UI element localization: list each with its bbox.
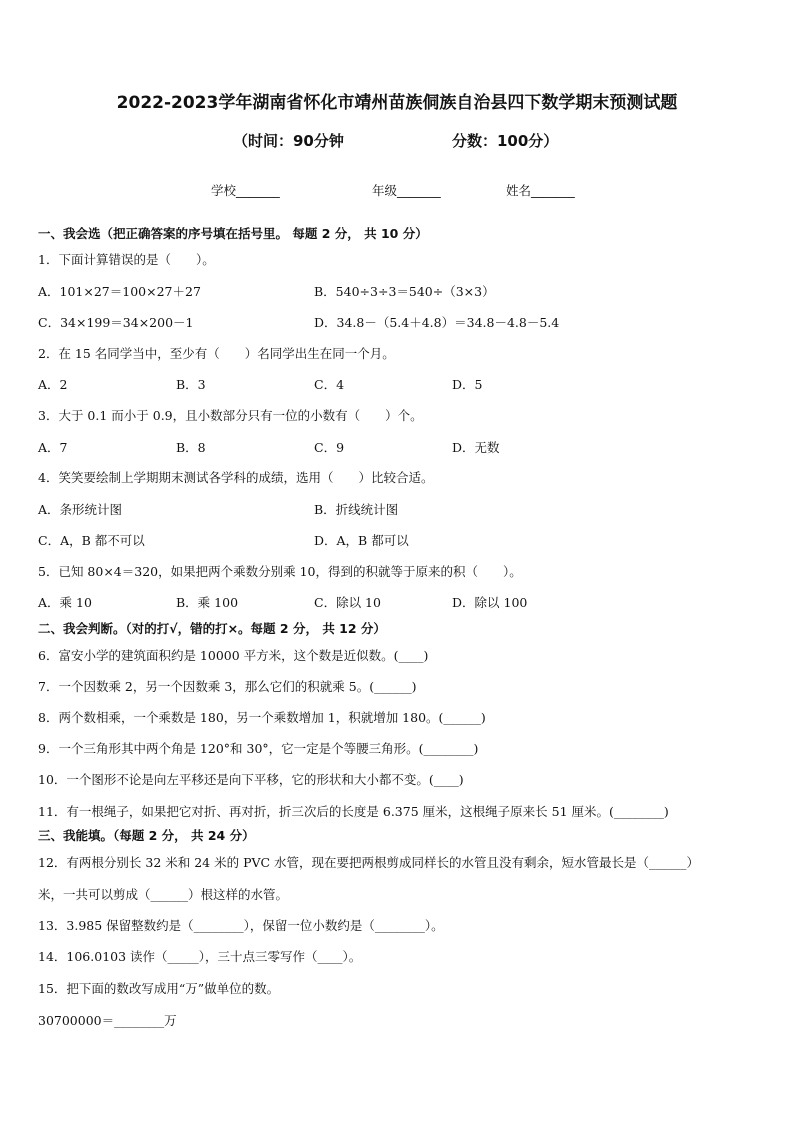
question-2: 2．在 15 名同学当中，至少有（ ）名同学出生在同一个月。 bbox=[38, 346, 395, 361]
section-3-heading: 三、我能填。（每题 2 分， 共 24 分） bbox=[38, 828, 255, 843]
question-15-item: 30700000＝________万 bbox=[38, 1013, 177, 1028]
q4-option-c[interactable]: C．A，B 都不可以 bbox=[38, 533, 145, 548]
question-7: 7．一个因数乘 2，另一个因数乘 3，那么它们的积就乘 5。(______) bbox=[38, 679, 417, 694]
q5-option-a[interactable]: A．乘 10 bbox=[38, 595, 92, 610]
question-14: 14．106.0103 读作（_____），三十点三零写作（____）。 bbox=[38, 949, 362, 964]
question-12-line-1: 12．有两根分别长 32 米和 24 米的 PVC 水管，现在要把两根剪成同样长的水管且没有剩余，短水管最长是（______） bbox=[38, 855, 700, 870]
question-10: 10．一个图形不论是向左平移还是向下平移，它的形状和大小都不变。(____) bbox=[38, 772, 464, 787]
q1-option-a[interactable]: A．101×27＝100×27＋27 bbox=[38, 284, 201, 299]
grade-field[interactable]: 年级_______ bbox=[372, 183, 441, 198]
q1-option-b[interactable]: B．540÷3÷3＝540÷（3×3） bbox=[314, 284, 495, 299]
question-12-line-2: 米，一共可以剪成（______）根这样的水管。 bbox=[38, 887, 289, 902]
q3-option-a[interactable]: A．7 bbox=[38, 440, 68, 455]
q4-option-b[interactable]: B．折线统计图 bbox=[314, 502, 399, 517]
q1-option-d[interactable]: D．34.8－（5.4＋4.8）＝34.8－4.8－5.4 bbox=[314, 315, 560, 330]
page-title: 2022-2023学年湖南省怀化市靖州苗族侗族自治县四下数学期末预测试题 bbox=[116, 93, 678, 113]
question-11: 11．有一根绳子，如果把它对折、再对折，折三次后的长度是 6.375 厘米，这根绳子原来长 51 厘米。(________) bbox=[38, 804, 669, 819]
q5-option-d[interactable]: D．除以 100 bbox=[452, 595, 528, 610]
question-5: 5．已知 80×4＝320，如果把两个乘数分别乘 10，得到的积就等于原来的积（ ）。 bbox=[38, 564, 522, 579]
q3-option-b[interactable]: B．8 bbox=[176, 440, 206, 455]
question-15: 15．把下面的数改写成用“万”做单位的数。 bbox=[38, 981, 280, 996]
question-9: 9．一个三角形其中两个角是 120°和 30°，它一定是个等腰三角形。(________) bbox=[38, 741, 479, 756]
q2-option-a[interactable]: A．2 bbox=[38, 377, 68, 392]
question-8: 8．两个数相乘，一个乘数是 180，另一个乘数增加 1，积就增加 180。(______) bbox=[38, 710, 486, 725]
section-1-heading: 一、我会选（把正确答案的序号填在括号里。 每题 2 分， 共 10 分） bbox=[38, 226, 428, 241]
question-4: 4．笑笑要绘制上学期期末测试各学科的成绩，选用（ ）比较合适。 bbox=[38, 470, 434, 485]
q5-option-b[interactable]: B．乘 100 bbox=[176, 595, 239, 610]
q4-option-d[interactable]: D．A，B 都可以 bbox=[314, 533, 409, 548]
exam-time: （时间：90分钟 bbox=[233, 132, 344, 150]
question-1: 1．下面计算错误的是（ ）。 bbox=[38, 252, 215, 267]
q4-option-a[interactable]: A．条形统计图 bbox=[38, 502, 123, 517]
section-2-heading: 二、我会判断。（对的打√，错的打×。每题 2 分， 共 12 分） bbox=[38, 621, 386, 636]
q3-option-d[interactable]: D．无数 bbox=[452, 440, 500, 455]
q5-option-c[interactable]: C．除以 10 bbox=[314, 595, 381, 610]
exam-score: 分数：100分） bbox=[452, 132, 559, 150]
q3-option-c[interactable]: C．9 bbox=[314, 440, 345, 455]
question-6: 6．富安小学的建筑面积约是 10000 平方米，这个数是近似数。(____) bbox=[38, 648, 429, 663]
q2-option-b[interactable]: B．3 bbox=[176, 377, 206, 392]
q2-option-d[interactable]: D．5 bbox=[452, 377, 483, 392]
q1-option-c[interactable]: C．34×199＝34×200－1 bbox=[38, 315, 194, 330]
name-field[interactable]: 姓名_______ bbox=[506, 183, 575, 198]
school-field[interactable]: 学校_______ bbox=[211, 183, 280, 198]
q2-option-c[interactable]: C．4 bbox=[314, 377, 345, 392]
question-3: 3．大于 0.1 而小于 0.9，且小数部分只有一位的小数有（ ）个。 bbox=[38, 408, 423, 423]
question-13: 13．3.985 保留整数约是（________），保留一位小数约是（________）。 bbox=[38, 918, 444, 933]
